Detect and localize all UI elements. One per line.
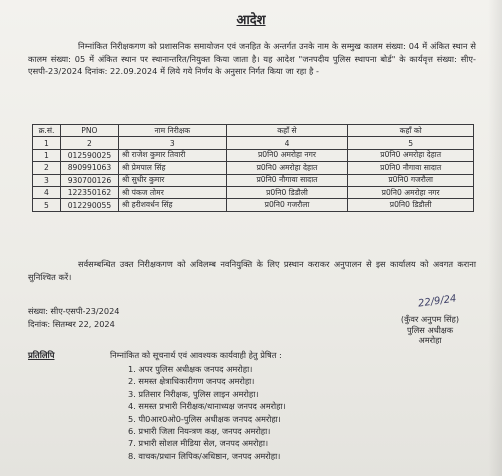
cell-name: श्री सुधीर कुमार [118, 174, 226, 186]
table-header-row [33, 125, 474, 137]
table-row [33, 199, 474, 211]
cell-name: श्री प्रेमपाल सिंह [118, 162, 226, 174]
signatory-district: अमरोहा [418, 335, 442, 345]
header-to: कहाँ को [348, 125, 474, 137]
cell-pno: 122350162 [60, 186, 118, 198]
document-title: आदेश [236, 13, 266, 28]
compliance-paragraph: सर्वसम्बन्धित उक्त निरीक्षकगण को अविलम्ब नवनियुक्ति के लिए प्रस्थान कराकर अनुपालन से इस कार्यालय को अवगत कराना सुनिश्चित करें। [28, 259, 476, 282]
column-number: 2 [60, 137, 118, 149]
cell-from: प्र0नि0 नौगावा सादात [226, 174, 348, 186]
cell-to: प्र0नि0 अमरोहा नगर [348, 186, 474, 198]
header-from: कहाँ से [226, 125, 348, 137]
cell-name: श्री पंकज तोमर [118, 186, 226, 198]
list-item: 3. प्रतिसार निरीक्षक, पुलिस लाइन अमरोहा। [128, 388, 259, 399]
reference-block [28, 305, 120, 330]
signature-block [370, 314, 490, 346]
transfer-table [32, 124, 474, 212]
cell-serial: 5 [33, 199, 61, 211]
table-row [33, 186, 474, 198]
list-item: 4. समस्त प्रभारी निरीक्षक/थानाध्यक्ष जनपद अमरोहा। [128, 401, 286, 412]
cell-serial: 1 [33, 149, 61, 161]
column-number: 1 [33, 137, 61, 149]
column-number: 4 [226, 137, 348, 149]
table-row [33, 149, 474, 161]
list-item: 2. समस्त क्षेत्राधिकारीगण जनपद अमरोहा। [128, 376, 255, 387]
cell-serial: 3 [33, 174, 61, 186]
header-serial: क्र.सं. [33, 125, 61, 137]
cell-to: प्र0नि0 डिडौली [348, 199, 474, 211]
cell-serial: 4 [33, 186, 61, 198]
cell-name: श्री राजेश कुमार तिवारी [118, 149, 226, 161]
order-paragraph: निम्नांकित निरीक्षकगण को प्रशासनिक समायोजन एवं जनहित के अन्तर्गत उनके नाम के सम्मुख कालम संख्या: 04 में अंकित स्थान से कालम संख्या: 05 में अंकित स्थान पर स्थानान्तरित/नियुक्त किया जाता है। यह आदेश "जनपदीय पुलिस स्थापना बोर्ड" के कार्यवृत्त संख्या: सीए-एसपी-23/2024 दिनांक: 22.09.2024 में लिये गये निर्णय के अनुसार निर्गत किया जा रहा है - [28, 41, 476, 76]
cell-pno: 890991063 [60, 162, 118, 174]
list-item: 8. वाचक/प्रधान लिपिक/अधिष्ठान, जनपद अमरोहा। [128, 450, 281, 461]
reference-date: दिनांक: सितम्बर 22, 2024 [28, 318, 115, 329]
cell-to: प्र0नि0 अमरोहा देहात [348, 149, 474, 161]
table-row [33, 162, 474, 174]
list-item: 1. अपर पुलिस अधीक्षक जनपद अमरोहा। [128, 364, 253, 374]
page-edge-shadow [488, 0, 502, 476]
cell-from: प्र0नि0 अमरोहा नगर [226, 149, 348, 161]
header-pno: PNO [60, 125, 118, 137]
cell-pno: 012590025 [60, 149, 118, 161]
cell-from: प्र0नि0 अमरोहा देहात [226, 162, 348, 174]
cell-from: प्र0नि0 डिडौली [226, 186, 348, 198]
cell-pno: 012290055 [60, 199, 118, 211]
signatory-name: (कुँवर अनुपम सिंह) [400, 314, 460, 324]
copy-recipient-list [128, 363, 468, 462]
column-number: 3 [118, 137, 226, 149]
cell-serial: 2 [33, 162, 61, 174]
list-item: 6. प्रभारी जिला नियन्त्रण कक्ष, जनपद अमरोहा। [128, 426, 271, 437]
copy-heading: प्रतिलिपि [28, 350, 55, 360]
reference-number: संख्या: सीए-एसपी-23/2024 [28, 306, 120, 316]
list-item: 7. प्रभारी सोशल मीडिया सेल, जनपद अमरोहा। [128, 438, 269, 449]
header-name: नाम निरीक्षक [118, 125, 226, 137]
cell-pno: 930700126 [60, 174, 118, 186]
list-item: 5. पी0आर0ओ0-पुलिस अधीक्षक जनपद अमरोहा। [128, 413, 281, 424]
cell-to: प्र0नि0 नौगावा सादात [348, 162, 474, 174]
copy-intro: निम्नांकित को सूचनार्थ एवं आवश्यक कार्यवाही हेतु प्रेषित : [110, 350, 282, 360]
cell-to: प्र0नि0 गजरौला [348, 174, 474, 186]
handwritten-date: 22/9/24 [417, 293, 458, 310]
cell-name: श्री हरीशवर्धन सिंह [118, 199, 226, 211]
column-number-row [33, 137, 474, 149]
signatory-designation: पुलिस अधीक्षक [406, 324, 454, 335]
table-row [33, 174, 474, 186]
cell-from: प्र0नि0 गजरौला [226, 199, 348, 211]
column-number: 5 [348, 137, 474, 149]
